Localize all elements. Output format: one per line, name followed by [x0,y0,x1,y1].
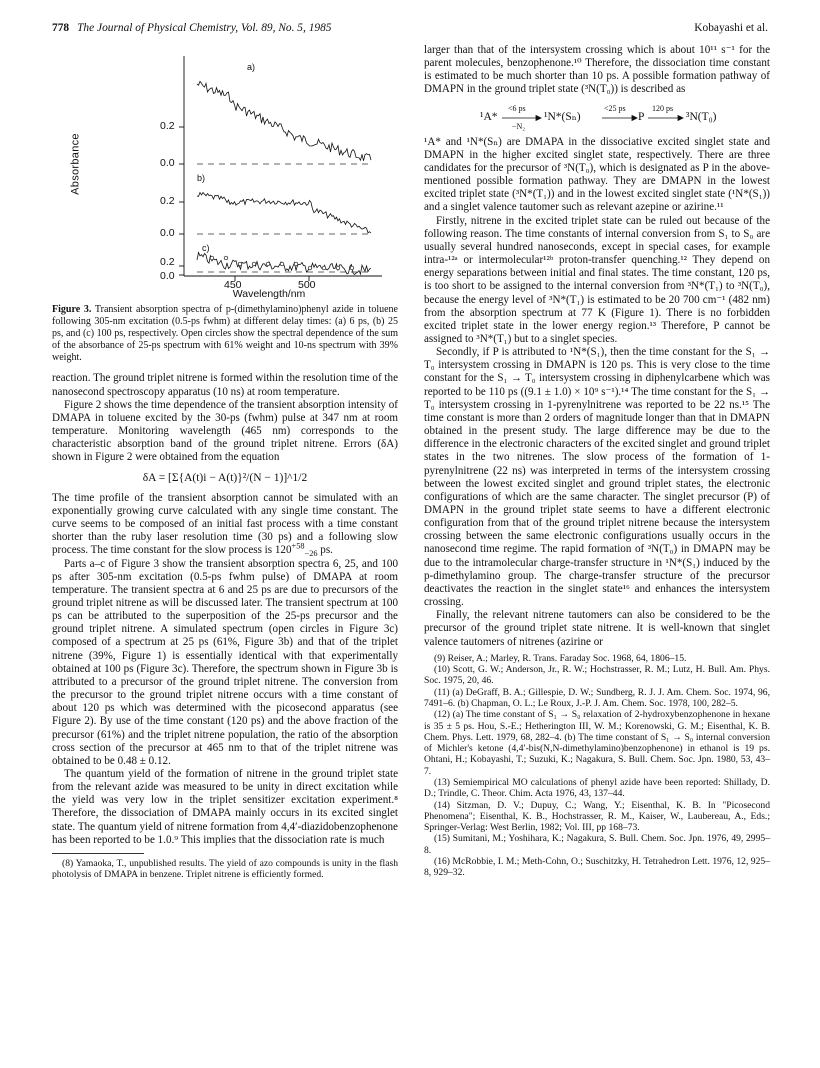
footnote-rule [52,853,144,854]
p3-upper-error: +58 [291,541,305,551]
left-paragraph-1: reaction. The ground triplet nitrene is formed within the resolution time of the nanosecond spectroscopy apparatus (10 ns) at room temperature. [52,372,398,398]
scheme-arrow-1-bottom: −N₂ [512,121,526,131]
scheme-species-1: ¹A* [480,110,498,123]
footnote-11: (11) (a) DeGraff, B. A.; Gillespie, D. W.; Sundberg, R. J. J. Am. Chem. Soc. 1974, 96, 7491–6. (b) Chapman, O. L.; Le Roux, J.-P. J. Am. Chem. Soc. 1978, 100, 282–5. [424,686,770,709]
scheme-species-4: ³N(T₀) [686,110,717,123]
simulated-point [210,256,214,260]
simulated-point [308,266,312,270]
journal-citation: The Journal of Physical Chemistry, Vol. 89, No. 5, 1985 [77,22,332,34]
simulated-point [294,262,298,266]
left-paragraph-5: The quantum yield of the formation of nitrene in the ground triplet state from the relevant azide was measured to be unity in direct excitation while the yield was very low in the triplet sensitizer excitation experiment.⁸ Therefore, the dissociation of DMAPA mainly occurs in its excited singlet state. The quantum yield of nitrene formation from 4,4′-diazidobenzophenone has been reported to be 1.0.⁹ This implies that the dissociation rate is much [52,768,398,846]
x-tick-450: 450 [224,279,242,291]
caption-label: Figure 3. [52,304,92,315]
simulated-point [336,266,340,270]
page-number: 778 [52,22,70,34]
scheme-arrow-2-top: <25 ps [604,103,626,113]
left-footnotes [52,858,398,881]
footnote-15: (15) Sumitani, M.; Yoshihara, K.; Nagakura, S. Bull. Chem. Soc. Jpn. 1976, 49, 2995–8. [424,833,770,856]
panel-b-tick-high: 0.2 [160,195,175,207]
scheme-arrows [424,102,770,130]
panel-b-tick-low: 0.0 [160,227,175,239]
p3-lower-error: −26 [304,549,318,559]
p3-unit: ps. [317,544,333,557]
figure-caption [52,304,398,364]
right-paragraph-3: Firstly, nitrene in the excited triplet state can be ruled out because of the following reason. The time constants of internal conversion from S₁ to S₀ are usually several hundred nanoseconds, except in special cases, for example intra-¹²ᵃ or intermolecular¹²ᵇ proton-transfer quenching.¹² They depend on energy separations between initial and final states. The time constant, 120 ps, is too short to be assigned to the internal conversion from ³N*(T₁) to ³N(T₀), because the energy level of ³N*(T₁) is estimated to be 20 700 cm⁻¹ (482 nm) from the absorption spectrum at 77 K (Figure 1). There is no forbidden excited triplet state in the lower energy region.¹³ Therefore, P cannot be assigned to ³N*(T₁) but to a singlet species. [424,214,770,345]
running-header [52,22,768,38]
panel-a-spectrum [197,81,371,160]
p3-text: The time profile of the transient absorption cannot be simulated with an exponentially growing curve calculated with any single time constant. The curve seems to be composed of an initial fast process with a time constant shorter than the ruby laser resolution time (30 ps) and a following slow process. The time constant for the slow process is 120 [52,491,398,557]
caption-text: Transient absorption spectra of p-(dimethylamino)phenyl azide in toluene following 305-nm excitation (0.5-ps fwhm) at different delay times: (a) 6 ps, (b) 25 ps, and (c) 100 ps, respectively. Open circles show the spectral dependence of the sum of the absorbance of 25-ps spectrum with 61% weight and 10-ns spectrum with 39% weight. [52,304,398,364]
figure-3-plot [52,44,398,302]
footnote-13: (13) Semiempirical MO calculations of phenyl azide have been reported: Shillady, D. D.; Trindle, C. Theor. Chim. Acta 1976, 43, 137–44. [424,776,770,800]
right-footnotes [424,653,770,879]
left-paragraph-2: Figure 2 shows the time dependence of the transient absorption intensity of DMAPA in toluene excited by the 30-ps (fwhm) pulse at 347 nm at room temperature. Monitoring wavelength (465 nm) corresponds to the characteristic absorption band of the ground triplet nitrene. Errors (δA) shown in Figure 2 were obtained from the equation [52,398,398,464]
scheme-species-3: P [638,110,645,123]
right-paragraph-2: ¹A* and ¹N*(Sₙ) are DMAPA in the dissociative excited singlet state and DMAPN in the higher excited singlet state, respectively. There are three candidates for the precursor of ³N(T₀), which is designated as P in the above-mentioned possible formation pathway. They are DMAPN in the lowest excited triplet state (³N*(T₁)) and in the lowest excited singlet state (¹N*(S₁)) and a singlet valence tautomer such as relevant azepine or azirine.¹¹ [424,135,770,214]
formation-scheme [424,102,770,130]
simulated-point [280,262,284,266]
right-paragraph-5: Finally, the relevant nitrene tautomers can also be considered to be the precursor of the ground triplet state nitrene. It is well-known that singlet valence tautomers of nitrenes (azirine or [424,609,770,648]
simulated-point [224,256,228,260]
scheme-species-2: ¹N*(Sₙ) [544,110,581,123]
footnote-8: (8) Yamaoka, T., unpublished results. The yield of azo compounds is unity in the flash photolysis of DMAPA in benzene. Triplet nitrene is efficiently formed. [52,857,398,881]
simulated-point [322,266,326,270]
simulated-point [252,262,256,266]
footnote-14: (14) Sitzman, D. V.; Dupuy, C.; Wang, Y.; Eisenthal, K. B. In "Picosecond Phenomena"; Eisenthal, K. B., Hochstrasser, R. M., Kaiser, W., Laubereau, A., Eds.; Springer-Verlag: West Berlin, 1982; Vol. III, pp 168–73. [424,799,770,834]
footnote-10: (10) Scott, G. W.; Anderson, Jr., R. W.; Hochstrasser, R. M.; Lutz, H. Bull. Am. Phys. Soc. 1975, 20, 46. [424,664,770,687]
panel-a-tick-high: 0.2 [160,120,175,132]
error-equation: δA = [Σ{A(t)i − A(t)}²/(N − 1)]^1/2 [142,471,308,484]
footnote-16: (16) McRobbie, I. M.; Meth-Cohn, O.; Suschitzky, H. Tetrahedron Lett. 1976, 12, 925–8, 929–32. [424,856,770,879]
left-paragraph-3 [52,492,398,558]
footnote-12: (12) (a) The time constant of S₁ → S₀ relaxation of 2-hydroxybenzophenone in hexane is 35 ± 5 ps. Hou, S.-E.; Hetherington III, W. M.; Korenowski, G. M.; Eisenthal, K. B. Chem. Phys. Lett. 1979, 68, 282–4. (b) The time constant of S₁ → S₀ internal conversion of Michler's ketone (4,4′-bis(N,N-dimethylamino)benzophenone) in ethanol is 19 ps. Ohtani, H.; Kobayashi, T.; Suzuki, K.; Nagakura, S. Bull. Chem. Soc. Jpn. 1980, 53, 43–7. [424,709,770,777]
x-axis-label: Wavelength/nm [232,288,306,300]
figure-3 [52,44,398,302]
left-paragraph-4: Parts a–c of Figure 3 show the transient absorption spectra 6, 25, and 100 ps after 305-nm excitation (0.5-ps fwhm pulse) of DMAPA at room temperature. The transient spectra at 6 and 25 ps are due to precursors of the ground triplet nitrene as will be discussed later. The transient spectrum at 100 ps can be attributed to the superposition of the 25-ps precursor and the ground triplet nitrene. A simulated spectrum (open circles in Figure 3c) composed of a spectrum at 25 ps (61%, Figure 3b) and that of the triplet nitrene (39%, Figure 1) is essentially identical with that experimentally obtained at 100 ps (Figure 3c). Therefore, the spectrum shown in Figure 3b is attributed to a precursor of the ground triplet nitrene. The conversion from the precursor to the ground triplet nitrene occurs with a time constant of about 120 ps which was determined with the picosecond apparatus (see Figure 2). By use of the time constant (120 ps) and the above fraction of the precursor (61%) and the triplet nitrene population, the ratio of the absorption cross section of the precursor at 465 nm to that of the triplet nitrene was obtained to be 0.48 ± 0.12. [52,557,398,767]
simulated-point [266,262,270,266]
simulated-point [350,266,354,270]
scheme-arrow-3-top: 120 ps [652,103,674,113]
simulated-point [238,262,242,266]
right-paragraph-1: larger than that of the intersystem crossing which is about 10¹¹ s⁻¹ for the parent molecules, benzophenone.¹⁰ Therefore, the dissociation time constant is estimated to be much shorter than 10 ps. A possible formation pathway of DMAPN in the ground triplet state (³N(T₀)) is described as [424,44,770,96]
y-axis-label: Absorbance [69,133,82,195]
right-column [424,44,770,879]
running-authors: Kobayashi et al. [694,22,768,34]
panel-b-spectrum [197,193,371,233]
footnote-9: (9) Reiser, A.; Marley, R. Trans. Faraday Soc. 1968, 64, 1806–15. [434,652,687,664]
x-tick-500: 500 [298,279,316,291]
right-paragraph-4: Secondly, if P is attributed to ¹N*(S₁), then the time constant for the S₁ → T₀ intersystem crossing in DMAPN is 120 ps. This is very close to the time constant for the S₁ → T₀ intersystem crossing in diphenylcarbene which was reported to be 110 ps ((9.1 ± 1.0) × 10⁹ s⁻¹).¹⁴ The time constant for the S₁ → T₀ intersystem crossing in 1-pyrenylnitrene was reported to be 22 ns.¹⁵ The time constant is more than 2 orders of magnitude longer than that in DMAPN obtained in the present study. The large difference may be due to the difference in the electronic characters of the excited singlet and ground triplet states in the two nitrenes. The slow process of the formation of 1-pyrenylnitrene (22 ns) was interpreted in terms of the intersystem crossing between the lowest excited singlet and ground triplet states, the electronic configurations of which are the same character. The singlet precursor (P) of DMAPN in the ground triplet state seems to have a different electronic configuration from that of the ground triplet nitrene because the intersystem crossing between the same electronic configurations usually occurs in the nanosecond time regime. The rapid formation of ³N(T₀) in DMAPN may be due to the intramolecular charge-transfer structure in ¹N*(S₁) induced by the p-dimethylamino group. The charge-transfer structure of the precursor deactivates the reaction in the singlet state¹⁶ and enhances the intersystem crossing. [424,346,770,609]
panel-b-label: b) [197,173,206,183]
panel-c-tick-low: 0.0 [160,270,175,282]
panel-c-label: c) [202,243,210,253]
panel-a-label: a) [247,62,256,72]
left-column [52,44,398,881]
scheme-arrow-1-top: <6 ps [508,103,526,113]
panel-a-tick-low: 0.0 [160,157,175,169]
panel-c-tick-high: 0.2 [160,256,175,268]
